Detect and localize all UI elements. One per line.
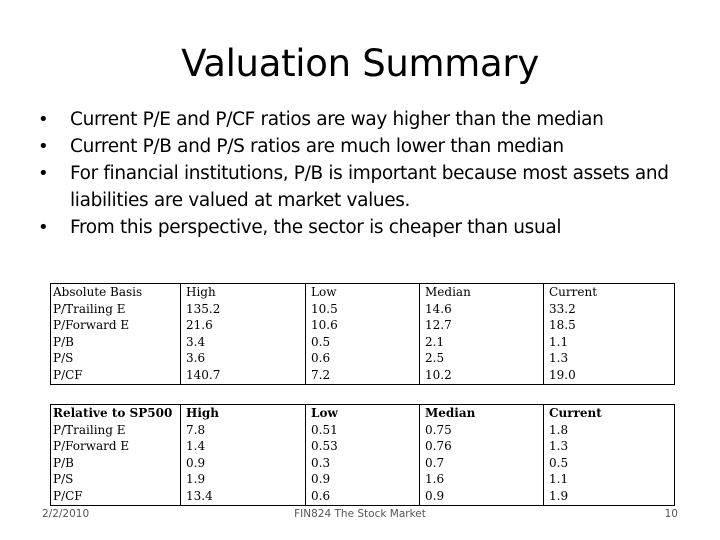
table-cell: 0.75 — [420, 422, 544, 439]
bullet-text: Current P/E and P/CF ratios are way higher than the median — [70, 109, 604, 130]
table-cell: P/Forward E — [53, 439, 130, 454]
footer-page-number: 10 — [664, 508, 678, 520]
footer-course-title: FIN824 The Stock Market — [294, 508, 426, 520]
table-cell: P/CF — [53, 488, 83, 503]
bullet-item — [38, 106, 698, 133]
table-cell: 0.6 — [306, 350, 420, 367]
table-cell: 0.9 — [306, 471, 420, 488]
table-cell: 10.6 — [306, 317, 420, 334]
table-cell: 0.9 — [181, 455, 306, 472]
table-cell: 13.4 — [181, 488, 306, 505]
bullet-dot-icon: • — [38, 136, 49, 157]
table-header-row — [51, 405, 675, 422]
table-header-row — [51, 284, 675, 301]
table-cell: 140.7 — [181, 367, 306, 384]
table-cell: 7.8 — [181, 422, 306, 439]
table-cell: P/B — [53, 334, 74, 349]
table-cell: 1.3 — [544, 350, 675, 367]
table-cell: 1.8 — [544, 422, 675, 439]
table-cell: P/B — [53, 455, 74, 470]
bullet-dot-icon: • — [38, 109, 49, 130]
table-cell: 33.2 — [544, 301, 675, 318]
bullet-item — [38, 214, 698, 241]
table-header-cell: Current — [544, 284, 675, 301]
table-cell: 135.2 — [181, 301, 306, 318]
table-cell: 1.6 — [420, 471, 544, 488]
table-cell: P/Trailing E — [53, 422, 126, 437]
table-cell: 0.5 — [306, 334, 420, 351]
table-header-cell: Absolute Basis — [53, 285, 143, 299]
table-cell: 21.6 — [181, 317, 306, 334]
table-cell: 2.1 — [420, 334, 544, 351]
footer-date: 2/2/2010 — [42, 508, 90, 520]
table-row — [51, 488, 675, 505]
table-cell: 1.3 — [544, 438, 675, 455]
table-cell: 0.6 — [306, 488, 420, 505]
table-header-cell: High — [181, 284, 306, 301]
bullet-list — [38, 106, 698, 241]
table-cell: P/S — [53, 472, 74, 487]
table-cell: 2.5 — [420, 350, 544, 367]
bullet-text: Current P/B and P/S ratios are much lower than median — [70, 136, 564, 157]
table-cell: P/Forward E — [53, 318, 130, 333]
table-row — [51, 422, 675, 439]
table-row — [51, 367, 675, 384]
table-row — [51, 334, 675, 351]
table-cell: 3.4 — [181, 334, 306, 351]
table-header-cell: Current — [544, 405, 675, 422]
table-cell: 1.9 — [544, 488, 675, 505]
table-header-cell: Median — [420, 284, 544, 301]
table-cell: 14.6 — [420, 301, 544, 318]
table-cell: P/Trailing E — [53, 301, 126, 316]
table-cell: 1.1 — [544, 334, 675, 351]
table-cell: 0.51 — [306, 422, 420, 439]
bullet-item — [38, 160, 698, 214]
table-header-cell: High — [181, 405, 306, 422]
bullet-text: For financial institutions, P/B is important because most assets and liabilities are valued at market values. — [70, 163, 669, 211]
table-header-cell: Low — [306, 405, 420, 422]
table-cell: P/CF — [53, 367, 83, 382]
table-row — [51, 301, 675, 318]
table-cell: 0.76 — [420, 438, 544, 455]
table-row — [51, 317, 675, 334]
table-cell: 10.2 — [420, 367, 544, 384]
table-cell: 18.5 — [544, 317, 675, 334]
table-row — [51, 455, 675, 472]
table-cell: 7.2 — [306, 367, 420, 384]
table-header-cell: Median — [420, 405, 544, 422]
table-row — [51, 350, 675, 367]
table-cell: 3.6 — [181, 350, 306, 367]
table-cell: 1.4 — [181, 438, 306, 455]
table-cell: 1.1 — [544, 471, 675, 488]
table-cell: 0.7 — [420, 455, 544, 472]
table-row — [51, 471, 675, 488]
absolute-basis-table — [50, 283, 675, 385]
table-cell: 0.53 — [306, 438, 420, 455]
bullet-item — [38, 133, 698, 160]
bullet-text: From this perspective, the sector is cheaper than usual — [70, 217, 562, 238]
table-header-cell: Relative to SP500 — [53, 406, 173, 420]
table-cell: 1.9 — [181, 471, 306, 488]
table-cell: 0.3 — [306, 455, 420, 472]
table-cell: 19.0 — [544, 367, 675, 384]
relative-to-sp500-table — [50, 404, 675, 506]
table-cell: 0.5 — [544, 455, 675, 472]
bullet-dot-icon: • — [38, 217, 49, 238]
table-cell: P/S — [53, 351, 74, 366]
table-row — [51, 438, 675, 455]
table-cell: 0.9 — [420, 488, 544, 505]
bullet-dot-icon: • — [38, 163, 49, 184]
slide-title: Valuation Summary — [181, 42, 539, 85]
table-cell: 10.5 — [306, 301, 420, 318]
table-header-cell: Low — [306, 284, 420, 301]
table-cell: 12.7 — [420, 317, 544, 334]
